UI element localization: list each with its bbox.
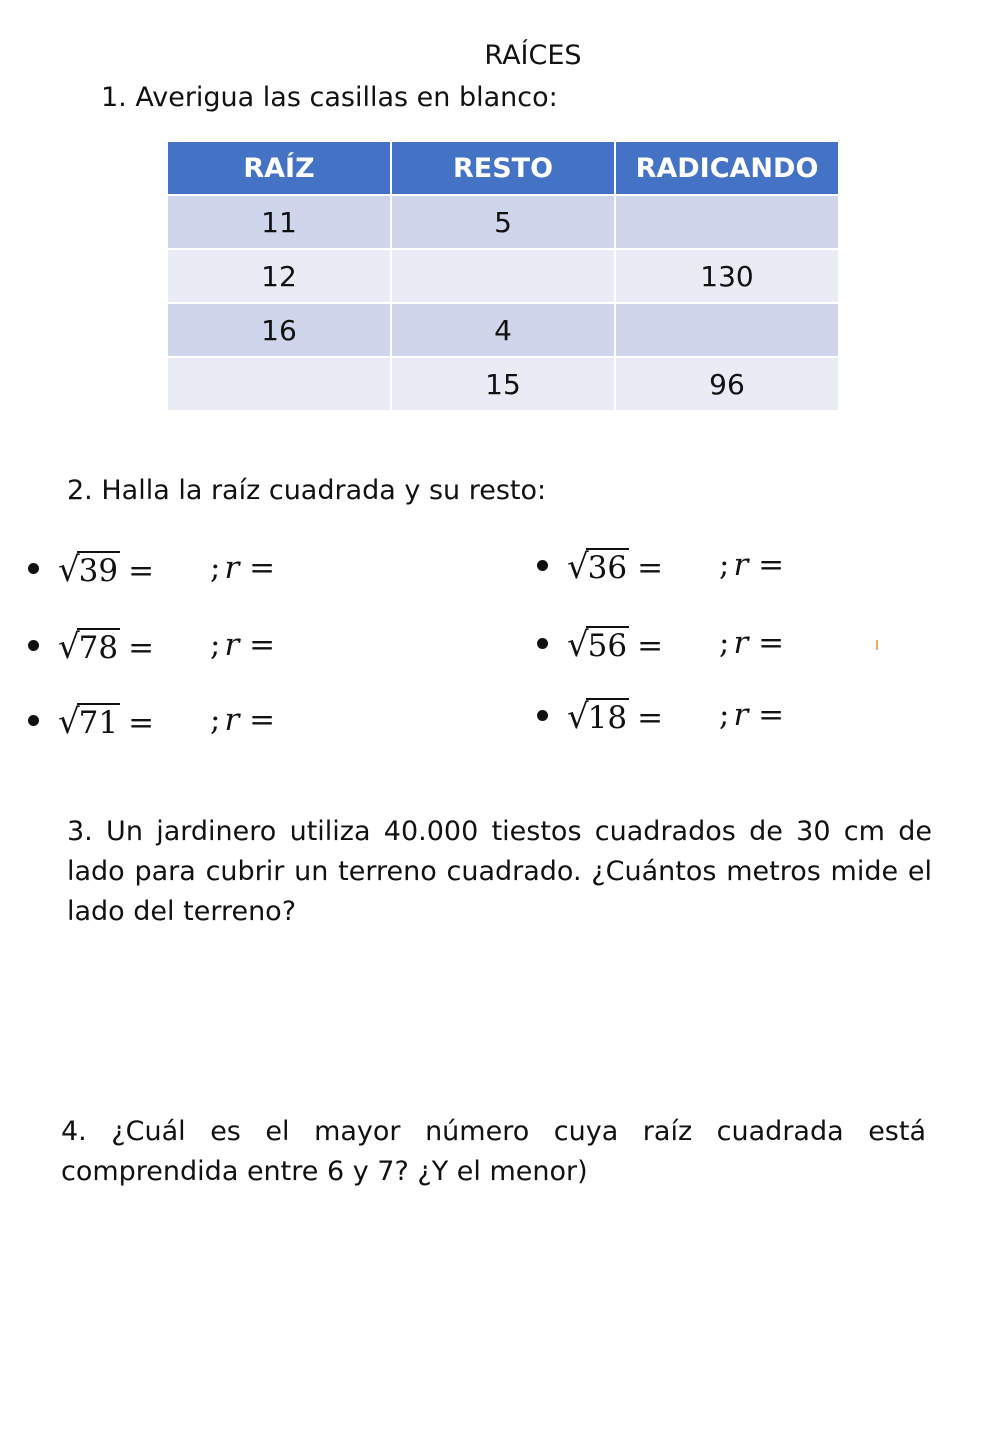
table-cell: 15 xyxy=(391,357,615,411)
table-cell: 130 xyxy=(615,249,839,303)
table-row xyxy=(167,303,839,357)
bullet-icon xyxy=(537,560,548,571)
bullet-icon xyxy=(28,563,39,574)
page-title: RAÍCES xyxy=(484,40,582,71)
table-cell-blank[interactable] xyxy=(615,195,839,249)
table-cell-blank[interactable] xyxy=(167,357,391,411)
header-raiz: RAÍZ xyxy=(167,141,391,195)
table-header-row xyxy=(167,141,839,195)
table-cell: 5 xyxy=(391,195,615,249)
sqrt-expression: √56 = xyxy=(567,625,664,665)
radicand: 71 xyxy=(78,705,119,741)
sqrt-expression: √71 = xyxy=(58,702,155,742)
table-cell-blank[interactable] xyxy=(615,303,839,357)
question-2-text: 2. Halla la raíz cuadrada y su resto: xyxy=(67,475,547,506)
bullet-icon xyxy=(537,710,548,721)
radicand: 36 xyxy=(587,550,628,586)
table-cell: 4 xyxy=(391,303,615,357)
table-cell: 12 xyxy=(167,249,391,303)
question-1-text: 1. Averigua las casillas en blanco: xyxy=(101,82,558,113)
radicand: 56 xyxy=(587,628,628,664)
sqrt-expression: √39 = xyxy=(58,550,155,590)
sqrt-expression: √36 = xyxy=(567,547,664,587)
table-cell-blank[interactable] xyxy=(391,249,615,303)
question-3-text: 3. Un jardinero utiliza 40.000 tiestos cuadrados de 30 cm de lado para cubrir un terreno cuadrado. ¿Cuántos metros mide el lado del terreno? xyxy=(67,816,932,927)
remainder-label[interactable]: ; r = xyxy=(719,547,785,583)
header-resto: RESTO xyxy=(391,141,615,195)
table-cell: 96 xyxy=(615,357,839,411)
bullet-icon xyxy=(28,640,39,651)
table-cell: 16 xyxy=(167,303,391,357)
question-4-text: 4. ¿Cuál es el mayor número cuya raíz cuadrada está comprendida entre 6 y 7? ¿Y el menor) xyxy=(61,1116,926,1187)
bullet-icon xyxy=(28,715,39,726)
table-row xyxy=(167,195,839,249)
stray-mark xyxy=(876,640,878,650)
radicand: 39 xyxy=(78,553,119,589)
remainder-label[interactable]: ; r = xyxy=(719,697,785,733)
sqrt-expression: √78 = xyxy=(58,627,155,667)
radicand: 78 xyxy=(78,630,119,666)
table-row xyxy=(167,249,839,303)
remainder-label[interactable]: ; r = xyxy=(210,702,276,738)
table-row xyxy=(167,357,839,411)
remainder-label[interactable]: ; r = xyxy=(719,625,785,661)
roots-table xyxy=(166,140,840,412)
radicand: 18 xyxy=(587,700,628,736)
bullet-icon xyxy=(537,638,548,649)
sqrt-expression: √18 = xyxy=(567,697,664,737)
header-radicando: RADICANDO xyxy=(615,141,839,195)
table-cell: 11 xyxy=(167,195,391,249)
remainder-label[interactable]: ; r = xyxy=(210,550,276,586)
remainder-label[interactable]: ; r = xyxy=(210,627,276,663)
